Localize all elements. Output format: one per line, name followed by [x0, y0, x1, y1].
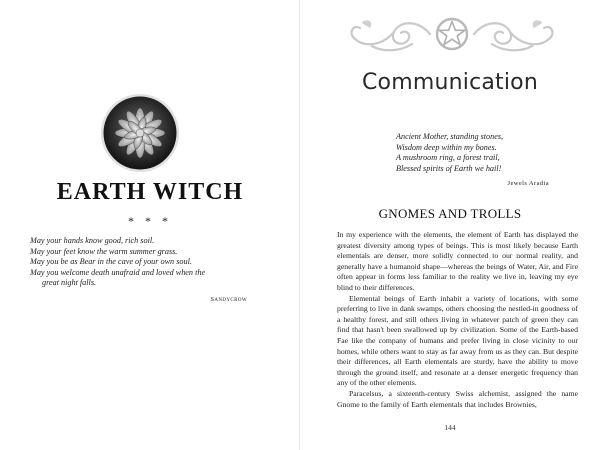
body-text — [337, 230, 578, 410]
epigraph-line: A mushroom ring, a forest trail, — [396, 153, 500, 163]
pentacle-ornament-icon — [342, 12, 562, 56]
section-stars-divider: * * * — [128, 214, 172, 228]
page-number: 144 — [444, 423, 456, 432]
body-paragraph: Elemental beings of Earth inhabit a variety of locations, with some preferring to live in dank swamps, others choosing the nestled-in goodness of a healthy forest, and still others living in whatever patch of green they can find that hasn't been swallowed up by civilization. Some of the Earth-based Fae like the company of humans and prefer living in close vicinity to our homes, while others want to stay as far away from us as they can. But despite their differences, all Earth elementals are sturdy, have the ability to move through the ground itself, and resonate at a denser energetic frequency than any of the other elements. — [337, 293, 578, 388]
epigraph — [396, 132, 576, 174]
chapter-title: Communication — [361, 70, 538, 95]
epigraph-line: Ancient Mother, standing stones, — [396, 132, 504, 141]
flower-medallion-image — [100, 93, 180, 173]
left-poem — [30, 236, 270, 289]
body-paragraph: In my experience with the elements, the element of Earth has displayed the greatest diversity among types of beings. This is most likely because Earth elementals are denser, more solidly connected to our normal reality, and generally have a humanoid shape—whereas the beings of Water, Air, and Fire often appear in forms less familiar to the reality we live in, leaving my eye blind to their differences. — [337, 230, 578, 292]
poem-line: May you welcome death unafraid and loved when the — [30, 267, 206, 277]
left-page-title: EARTH WITCH — [56, 179, 244, 205]
poem-line: May your feet know the warm summer grass. — [30, 246, 178, 256]
poem-line: May you be as Bear in the cave of your own soul. — [30, 257, 192, 266]
poem-line: May your hands know good, rich soil. — [30, 236, 155, 245]
epigraph-attribution: Jewels Aradia — [507, 180, 549, 187]
right-page — [300, 0, 600, 450]
epigraph-line: Blessed spirits of Earth we hail! — [396, 163, 502, 173]
poem-line: great night falls. — [42, 278, 97, 287]
body-paragraph: Paracelsus, a sixteenth-century Swiss alchemist, assigned the name Gnome to the family of Earth elementals that includes Brownies, — [337, 388, 578, 409]
epigraph-line: Wisdom deep within my bones. — [396, 142, 497, 152]
section-heading: GNOMES AND TROLLS — [378, 206, 522, 221]
poem-attribution: Sandycrow — [210, 296, 247, 303]
